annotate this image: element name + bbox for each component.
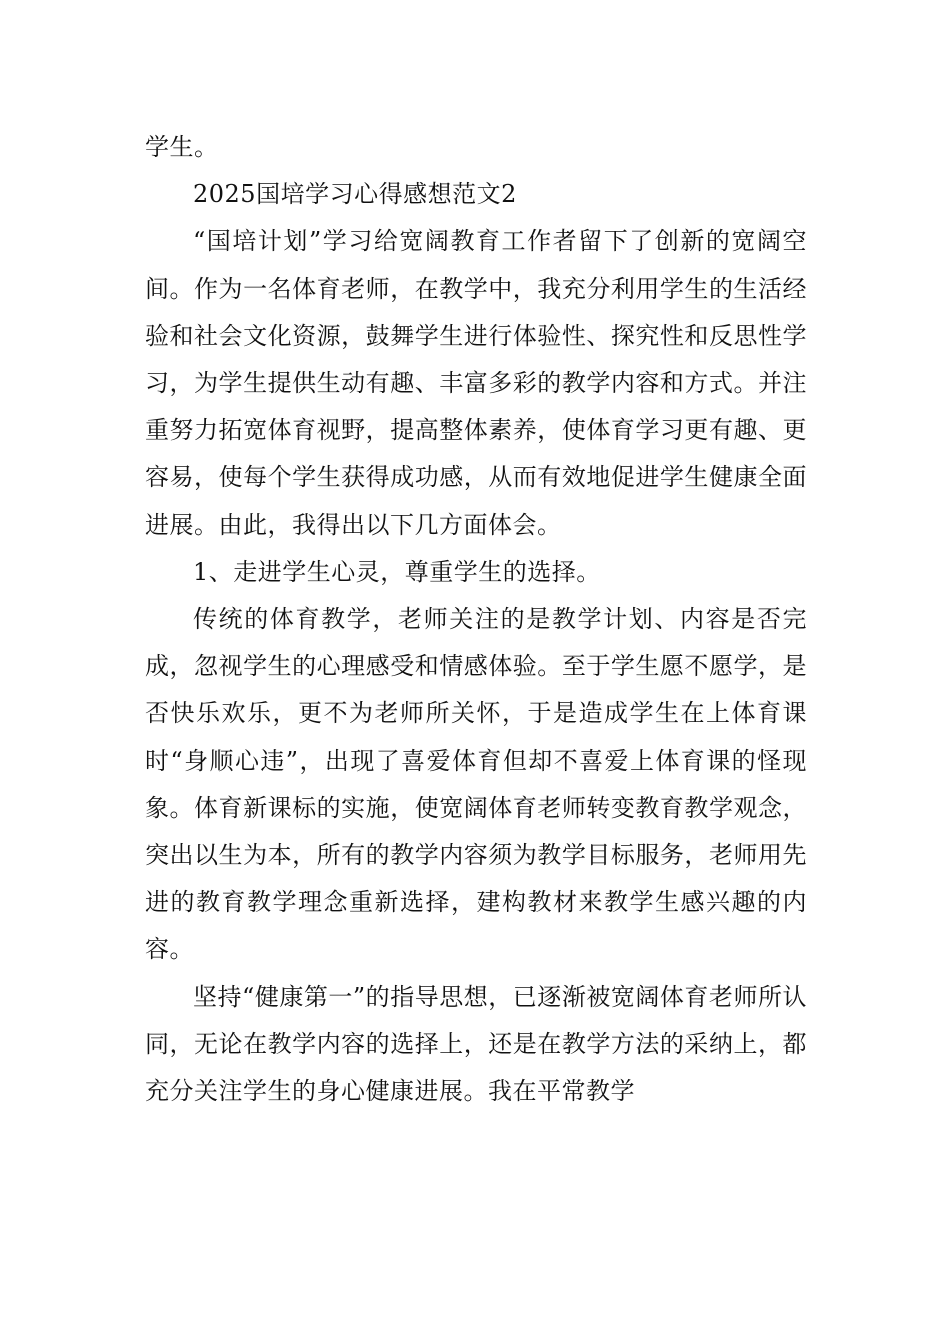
paragraph-continuation: 学生。 <box>145 133 219 161</box>
paragraph-intro: “国培计划”学习给宽阔教育工作者留下了创新的宽阔空间。作为一名体育老师，在教学中，我充分利用学生的生活经验和社会文化资源，鼓舞学生进行体验性、探究性和反思性学习，为学生提供生动有趣、丰富多彩的教学内容和方式。并注重努力拓宽体育视野，提高整体素养，使体育学习更有趣、更容易，使每个学生获得成功感，从而有效地促进学生健康全面进展。由此，我得出以下几方面体会。 <box>145 227 807 539</box>
section-title: 2025国培学习心得感想范文2 <box>193 180 517 209</box>
point-heading-1: 1、走进学生心灵，尊重学生的选择。 <box>193 557 601 586</box>
paragraph-health-first: 坚持“健康第一”的指导思想，已逐渐被宽阔体育老师所认同，无论在教学内容的选择上，还是在教学方法的采纳上，都充分关注学生的身心健康进展。我在平常教学 <box>145 982 807 1106</box>
document-body <box>145 124 807 1115</box>
paragraph-traditional-teaching: 传统的体育教学，老师关注的是教学计划、内容是否完成，忽视学生的心理感受和情感体验。至于学生愿不愿学，是否快乐欢乐，更不为老师所关怀，于是造成学生在上体育课时“身顺心违”，出现了喜爱体育但却不喜爱上体育课的怪现象。体育新课标的实施，使宽阔体育老师转变教育教学观念，突出以生为本，所有的教学内容须为教学目标服务，老师用先进的教育教学理念重新选择，建构教材来教学生感兴趣的内容。 <box>145 605 807 964</box>
